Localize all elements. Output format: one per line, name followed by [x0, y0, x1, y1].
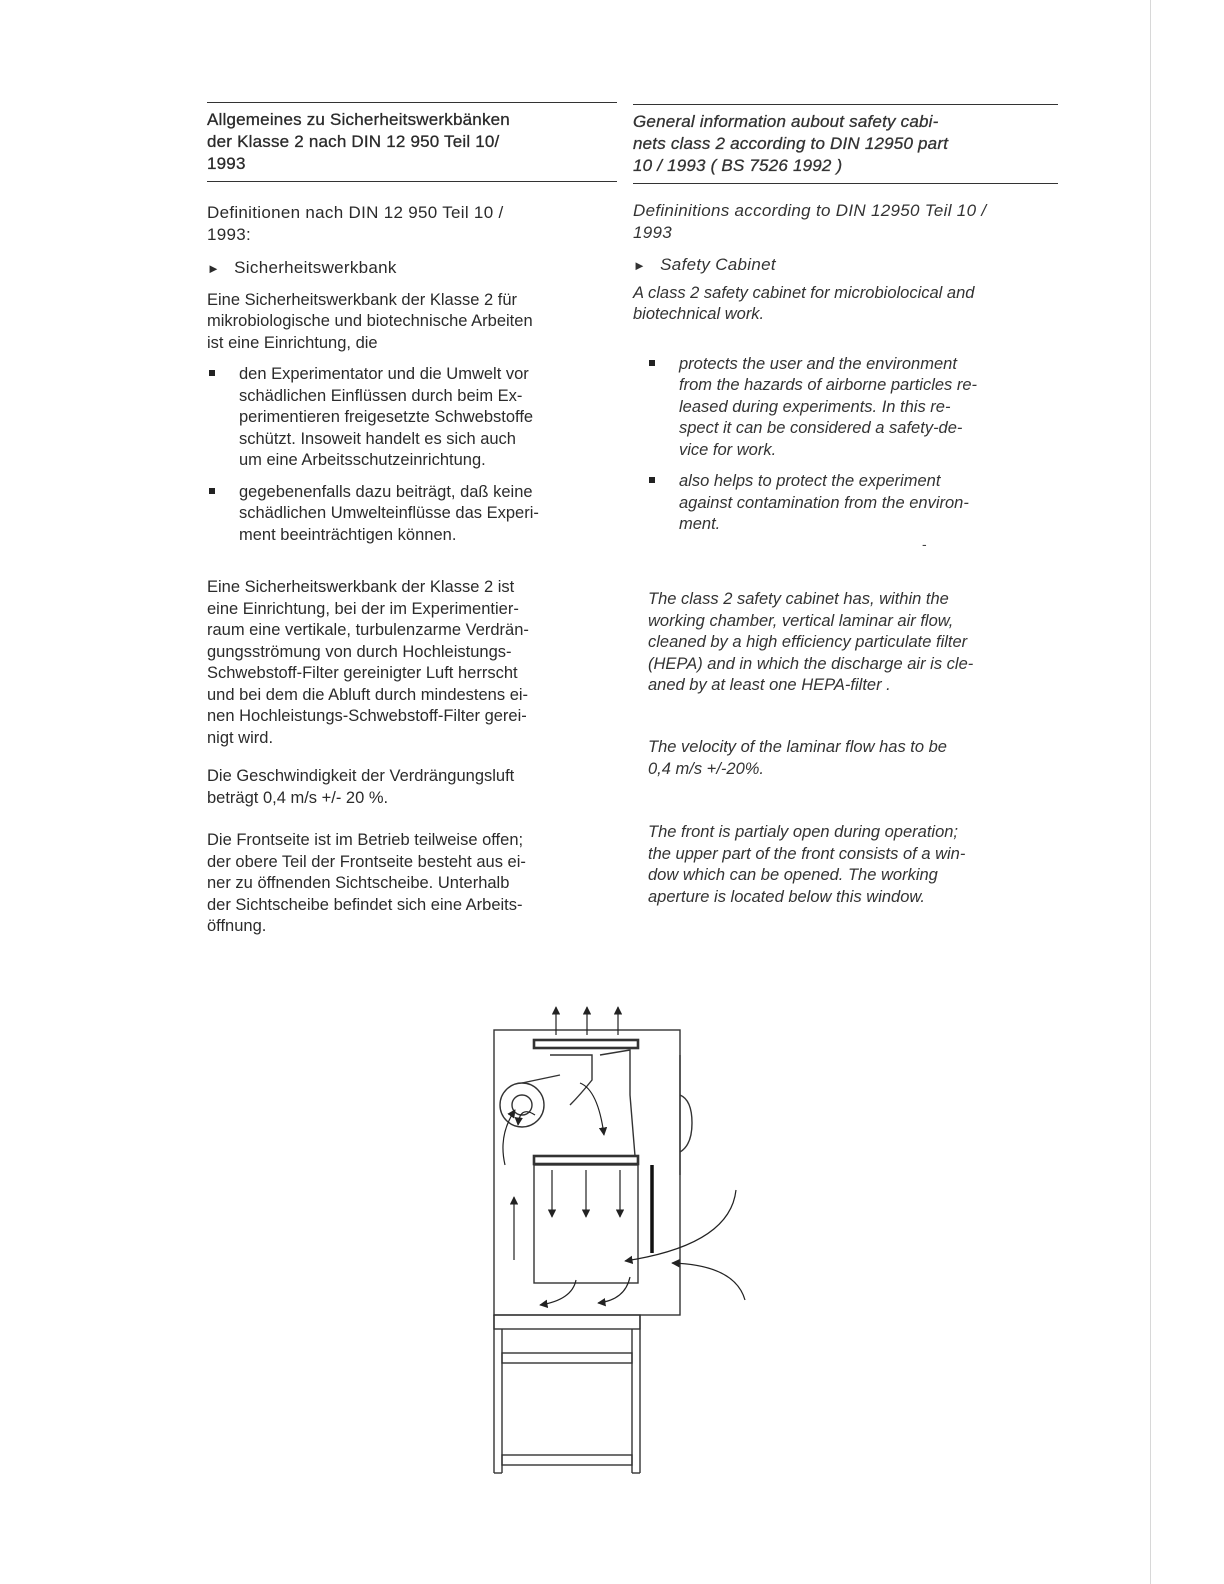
line: Definitionen nach DIN 12 950 Teil 10 / [207, 203, 504, 222]
stand-top-rail [494, 1315, 640, 1329]
german-definitions-block [207, 202, 617, 546]
line: ment beeinträchtigen können. [239, 525, 457, 544]
arrow-bullet-icon: ► [207, 261, 221, 276]
line: ist eine Einrichtung, die [207, 333, 378, 352]
line: den Experimentator und die Umwelt vor [239, 365, 529, 383]
line: eine Einrichtung, bei der im Experimentier- [207, 599, 519, 618]
english-subheading [633, 254, 1058, 277]
line: ment. [679, 515, 721, 533]
line: vice for work. [679, 440, 777, 459]
line: dow which can be opened. The working [648, 866, 938, 884]
line: leased during experiments. In this re- [679, 397, 951, 416]
line: Schwebstoff-Filter gereinigter Luft herrscht [207, 664, 518, 682]
line: nigt wird. [207, 728, 274, 747]
line: schädlichen Einflüssen durch beim Ex- [239, 386, 523, 405]
german-bullet-list [207, 364, 617, 546]
stand-lower-rail [502, 1353, 632, 1363]
list-item [647, 354, 1058, 462]
line: The velocity of the laminar flow has to be [648, 738, 947, 756]
list-item [207, 364, 617, 472]
line: from the hazards of airborne particles re- [679, 376, 978, 394]
line: A class 2 safety cabinet for microbiolocical and [633, 283, 975, 302]
line: aperture is located below this window. [648, 887, 925, 906]
line: Eine Sicherheitswerkbank der Klasse 2 ist [207, 578, 515, 596]
stand-bottom-shelf [502, 1455, 632, 1465]
scan-edge-line [1150, 0, 1151, 1584]
line: perimentieren freigesetzte Schwebstoffe [239, 408, 534, 426]
line: the upper part of the front consists of a win- [648, 844, 966, 863]
line: biotechnical work. [633, 305, 765, 323]
german-paragraph-1 [207, 577, 617, 749]
german-intro [207, 290, 617, 355]
german-heading [207, 102, 617, 182]
line: schädlichen Umwelteinflüsse das Experi- [239, 504, 539, 522]
english-heading-box [633, 104, 1058, 184]
line: 0,4 m/s +/-20%. [648, 759, 765, 778]
list-item [207, 482, 617, 547]
line: öffnung. [207, 917, 267, 935]
line: und bei dem die Abluft durch mindestens ei- [207, 685, 529, 704]
english-heading-line: nets class 2 according to DIN 12950 part [633, 134, 949, 153]
english-paragraph-1 [648, 589, 1058, 697]
line: working chamber, vertical laminar air flow, [648, 611, 954, 630]
english-heading [633, 104, 1058, 184]
downflow-exit-arrow [540, 1280, 576, 1305]
line: protects the user and the environment [679, 354, 957, 373]
line: also helps to protect the experiment [679, 472, 941, 490]
line: nen Hochleistungs-Schwebstoff-Filter gerei- [207, 707, 527, 725]
line: der obere Teil der Frontseite besteht aus ei- [207, 852, 526, 871]
safety-cabinet-airflow-diagram [480, 995, 770, 1485]
list-item [647, 471, 1058, 536]
line: 1993 [633, 223, 673, 242]
arrow-bullet-icon: ► [633, 258, 647, 273]
english-subheading-text: Safety Cabinet [660, 255, 776, 274]
english-definitions-block [633, 200, 1058, 536]
line: Die Geschwindigkeit der Verdrängungsluft [207, 767, 515, 785]
english-definitions-heading [633, 200, 1058, 244]
square-bullet-icon [649, 477, 655, 483]
downflow-exit-arrow [598, 1277, 630, 1303]
plenum-duct [600, 1050, 635, 1156]
line: Defininitions according to DIN 12950 Teil 10 / [633, 201, 987, 220]
fan-duct [522, 1075, 560, 1083]
german-subheading-text: Sicherheitswerkbank [234, 258, 397, 277]
german-definitions-heading [207, 202, 617, 246]
line: der Sichtscheibe befindet sich eine Arbeits- [207, 895, 523, 914]
german-paragraph-3 [207, 830, 617, 938]
line: 1993: [207, 225, 252, 244]
line: gungsströmung von durch Hochleistungs- [207, 642, 512, 661]
english-heading-line: 10 / 1993 ( BS 7526 1992 ) [633, 156, 843, 175]
english-paragraph-3 [648, 822, 1058, 908]
line: cleaned by a high efficiency particulate filter [648, 633, 968, 651]
line: aned by at least one HEPA-filter . [648, 676, 891, 694]
main-hepa-filter [534, 1156, 638, 1164]
line: (HEPA) and in which the discharge air is cle- [648, 654, 974, 673]
english-intro [633, 283, 1058, 326]
line: spect it can be considered a safety-de- [679, 419, 963, 437]
german-subheading [207, 257, 617, 280]
line: mikrobiologische und biotechnische Arbeiten [207, 312, 533, 330]
square-bullet-icon [209, 370, 215, 376]
line: The front is partialy open during operation; [648, 823, 959, 841]
german-heading-line: 1993 [207, 154, 246, 173]
exhaust-hepa-filter [534, 1040, 638, 1048]
english-heading-line: General information aubout safety cabi- [633, 112, 939, 131]
cabinet-lamp-housing [680, 1095, 692, 1152]
english-paragraph-2 [648, 737, 1058, 780]
line: The class 2 safety cabinet has, within the [648, 590, 949, 608]
inflow-arrow [672, 1263, 745, 1300]
german-heading-line: der Klasse 2 nach DIN 12 950 Teil 10/ [207, 132, 500, 151]
line: raum eine vertikale, turbulenzarme Verdrän- [207, 621, 529, 639]
german-paragraph-2 [207, 766, 617, 809]
line: gegebenenfalls dazu beiträgt, daß keine [239, 482, 533, 501]
line: um eine Arbeitsschutzeinrichtung. [239, 451, 486, 469]
line: against contamination from the environ- [679, 493, 969, 512]
line: beträgt 0,4 m/s +/- 20 %. [207, 788, 389, 807]
line: Eine Sicherheitswerkbank der Klasse 2 für [207, 290, 517, 309]
german-heading-line: Allgemeines zu Sicherheitswerkbänken [207, 110, 510, 129]
line: ner zu öffnenden Sichtscheibe. Unterhalb [207, 874, 510, 892]
square-bullet-icon [649, 360, 655, 366]
square-bullet-icon [209, 488, 215, 494]
fan-housing [500, 1083, 544, 1127]
german-heading-box [207, 102, 617, 182]
plenum-inner-wall [550, 1055, 592, 1105]
stray-dash-mark: - [922, 536, 927, 552]
line: Die Frontseite ist im Betrieb teilweise offen; [207, 831, 524, 849]
english-bullet-list [633, 354, 1058, 536]
line: schützt. Insoweit handelt es sich auch [239, 429, 516, 448]
